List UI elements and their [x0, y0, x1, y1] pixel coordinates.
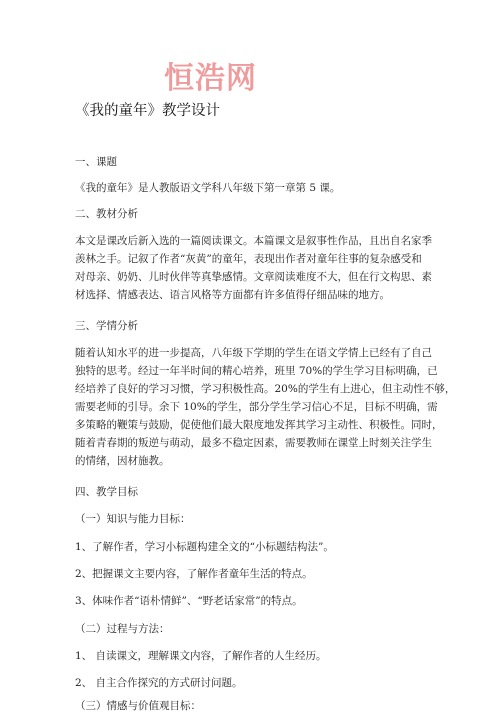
paragraph-line: 材选择、情感表达、语言风格等方面都有许多值得仔细品味的地方。: [75, 289, 390, 301]
document-title: 《我的童年》教学设计: [75, 103, 220, 119]
paragraph-line: 本文是课改后新入选的一篇阅读课文。本篇课文是叙事性作品，且出自名家季: [75, 235, 432, 247]
list-item: 1、了解作者，学习小标题构建全文的“小标题结构法”。: [75, 541, 334, 553]
list-item: 2、把握课文主要内容，了解作者童年生活的特点。: [75, 568, 313, 580]
paragraph-line: 多策略的鞭策与鼓励，促使他们最大限度地发挥其学习主动性、积极性。同时，: [75, 419, 443, 431]
subsection-heading-process: （二）过程与方法：: [75, 623, 170, 635]
paragraph-line: 随着认知水平的进一步提高，八年级下学期的学生在语文学情上已经有了自己: [75, 347, 432, 359]
paragraph-line: 独特的思考。经过一年半时间的精心培养，班里 70%的学生学习目标明确，已: [75, 365, 438, 377]
paragraph-line: 经培养了良好的学习习惯，学习积极性高。20%的学生有上进心，但主动性不够，: [75, 383, 456, 395]
paragraph-line: 随着青春期的叛逆与萌动，最多不稳定因素，需要教师在课堂上时刻关注学生: [75, 437, 432, 449]
list-item: 2、 自主合作探究的方式研讨问题。: [75, 677, 243, 689]
section-heading-topic: 一、课题: [75, 156, 117, 168]
subsection-heading-knowledge: （一）知识与能力目标：: [75, 513, 191, 525]
section-heading-material-analysis: 二、教材分析: [75, 208, 138, 220]
section-heading-student-analysis: 三、学情分析: [75, 320, 138, 332]
paragraph-line: 的情绪，因材施教。: [75, 455, 170, 467]
watermark-logo: 恒浩网: [164, 61, 257, 96]
list-item: 1、 自读课文，理解课文内容，了解作者的人生经历。: [75, 650, 327, 662]
paragraph-line: 需要老师的引导。余下 10%的学生，部分学生学习信心不足，目标不明确，需: [75, 401, 438, 413]
subsection-heading-emotion: （三）情感与价值观目标：: [75, 700, 201, 712]
paragraph-line: 《我的童年》是人教版语文学科八年级下第一章第 5 课。: [75, 182, 341, 194]
paragraph-line: 对母亲、奶奶、儿时伙伴等真挚感情。文章阅读难度不大，但在行文构思、素: [75, 271, 432, 283]
section-heading-teaching-goals: 四、教学目标: [75, 486, 138, 498]
paragraph-line: 羡林之手。记叙了作者“灰黄”的童年，表现出作者对童年往事的复杂感受和: [75, 253, 422, 265]
list-item: 3、体味作者“语朴情鲜”、“野老话家常”的特点。: [75, 595, 303, 607]
